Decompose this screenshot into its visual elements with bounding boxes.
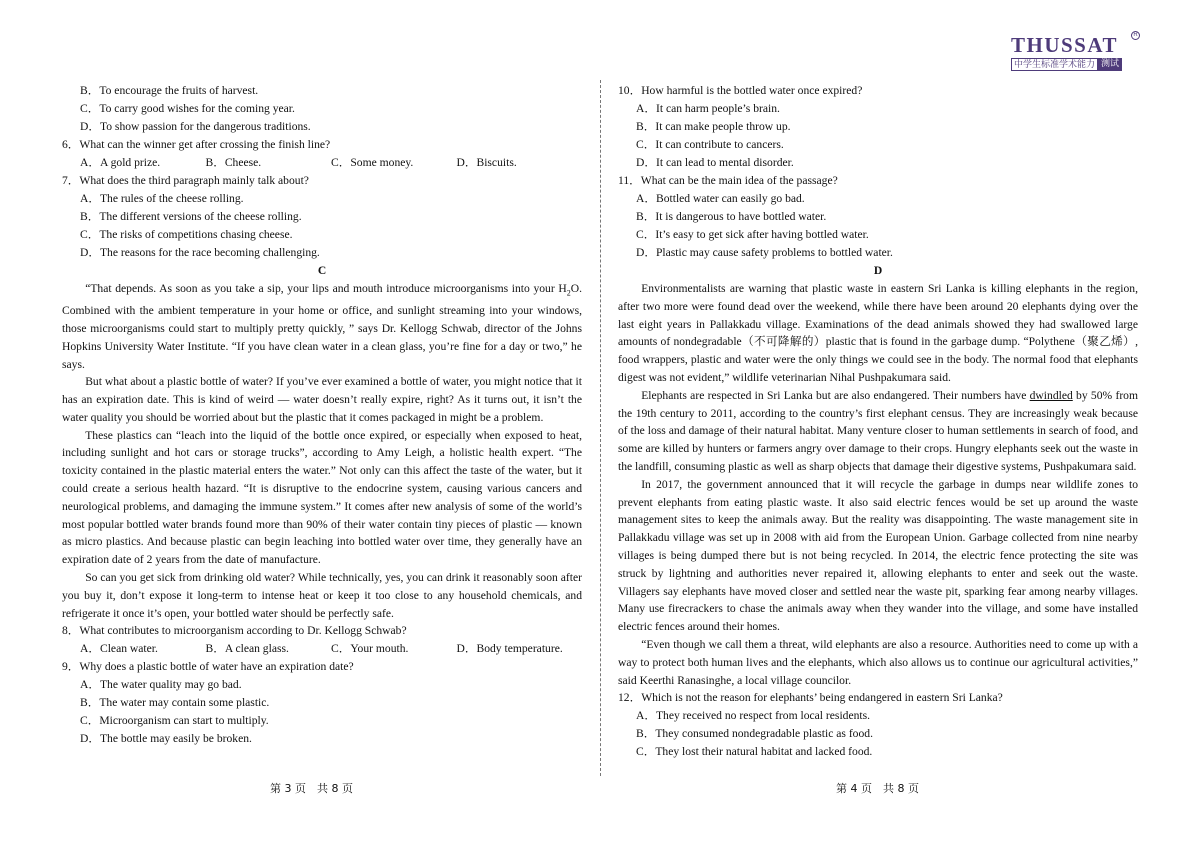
section-d-heading: D — [873, 264, 883, 277]
q5-option-d: D．To show passion for the dangerous traditions. — [80, 120, 311, 133]
q5-option-b: B．To encourage the fruits of harvest. — [80, 84, 259, 97]
passage-d-paragraph-1: Environmentalists are warning that plastic waste in eastern Sri Lanka is killing elephants in the region, after two more were found dead over the weekend, while there have been around 20 elephants dying over the last eight years in Pallakkadu village. Examinations of the dead animals showed they had swallowed large amounts of nondegradable（不可降解的）plastic that is found in the garbage dump. “Polythene（聚乙烯）, food wrappers, plastic and water were the only things we could see in the body. The normal food that elephants digest was not evident,” wildlife veterinarian Nihal Pushpakumara said. — [618, 282, 1138, 384]
question-12: 12．Which is not the reason for elephants’ being endangered in eastern Sri Lanka? — [618, 691, 1003, 705]
h2o-subscript: 2 — [566, 288, 571, 298]
q7-option-b: B．The different versions of the cheese rolling. — [80, 210, 302, 223]
q6-options — [62, 154, 582, 172]
q11-option-d: D．Plastic may cause safety problems to bottled water. — [636, 246, 893, 259]
left-column — [62, 82, 582, 748]
q11-option-a: A．Bottled water can easily go bad. — [636, 192, 805, 205]
column-divider — [600, 80, 601, 776]
passage-d-p2-part-a: Elephants are respected in Sri Lanka but are also endangered. Their numbers have — [641, 388, 1030, 402]
passage-d-paragraph-3: In 2017, the government announced that it will recycle the garbage in dumps near wildlife zones to prevent elephants from eating plastic waste. It also said electric fences would be set up around the waste management sites to keep the animals away. But the reality was disappointing. The waste management site in Pallakkadu village was set up in 2008 with aid from the European Union. Garbage collected from nine nearby villages is being dumped there but is not being recycled. In 2014, the electric fence protecting the site was struck by lightning and authorities never repaired it, allowing elephants to enter and seek out the waste. Villagers say elephants have moved closer and settled near the waste pit, sparking fear among nearby villages. Many use firecrackers to chase the animals away when they wander into the village, and some have installed electric fences around their homes. — [618, 477, 1138, 634]
q12-option-a: A．They received no respect from local residents. — [636, 709, 871, 723]
passage-c-paragraph-3: These plastics can “leach into the liquid of the bottle once expired, or especially when exposed to heat, including sunlight and hot cars or storage trucks”, according to Amy Leigh, a holistic health expert. “The toxicity contained in the plastic material enters the water.” Not only can this affect the taste of the water, but it could create a serious health hazard. “It is disruptive to the endocrine system, causing various cancers and neurological problems, and damaging the immune system.” It comes after new analysis of some of the world’s most popular bottled water brands found more than 90% of their water contain tiny pieces of plastic — known as micro plastics. And because plastic can begin leaching into bottled water over time, they generally have an expiration date of 2 years from the date of manufacture. — [62, 428, 582, 567]
passage-c-p1-part-b: O. Combined with the ambient temperature in your home or office, and sunlight streaming into your windows, those microorganisms could start to multiply pretty quickly, ” says Dr. Kellogg Schwab, director of the Johns Hopkins University Water Institute. “If you have clean water in a clean glass, you’re fine for a day or two,” he says. — [62, 282, 582, 371]
passage-d-paragraph-4: “Even though we call them a threat, wild elephants are also a resource. Authorities need to come up with a way to protect both human lives and the elephants, which also allows us to continue our agricultural activities,” said Keerthi Ranasinghe, a local village councilor. — [618, 637, 1138, 687]
q9-option-b: B．The water may contain some plastic. — [80, 696, 270, 710]
registered-icon: R — [1131, 31, 1140, 40]
thussat-logo — [1011, 32, 1138, 71]
page-number-right: 第 4 页 共 8 页 — [836, 782, 919, 795]
logo-tagline-text: 中学生标准学术能力 — [1011, 58, 1098, 71]
passage-c-paragraph-1 — [62, 280, 582, 373]
question-6: 6．What can the winner get after crossing the finish line? — [62, 138, 331, 151]
question-11: 11．What can be the main idea of the passage? — [618, 174, 838, 187]
q5-option-c: C．To carry good wishes for the coming year. — [80, 102, 295, 115]
question-10: 10．How harmful is the bottled water once expired? — [618, 84, 863, 97]
q9-option-a: A．The water quality may go bad. — [80, 678, 242, 692]
q7-option-d: D．The reasons for the race becoming challenging. — [80, 246, 320, 259]
q8-option-a: A．Clean water. — [80, 642, 158, 656]
q10-option-b: B．It can make people throw up. — [636, 120, 791, 133]
passage-c-p1-part-a: “That depends. As soon as you take a sip, your lips and mouth introduce microorganisms into your H — [85, 282, 567, 295]
question-8: 8．What contributes to microorganism according to Dr. Kellogg Schwab? — [62, 624, 407, 638]
passage-c-paragraph-4: So can you get sick from drinking old water? While technically, yes, you can drink it reasonably soon after you buy it, don’t expose it long-term to intense heat or keep it too close to any household chemicals, and refrigerate it once it’s open, your bottled water should be perfectly safe. — [62, 571, 582, 620]
section-c-heading: C — [317, 264, 327, 277]
q8-option-d: D．Body temperature. — [456, 642, 563, 656]
logo-tagline — [1011, 58, 1135, 71]
question-7: 7．What does the third paragraph mainly talk about? — [62, 174, 309, 187]
q8-options — [62, 640, 582, 658]
q8-option-b: B．A clean glass. — [205, 642, 289, 656]
q6-option-d: D．Biscuits. — [456, 156, 517, 169]
q12-option-b: B．They consumed nondegradable plastic as food. — [636, 727, 873, 741]
page-number-left: 第 3 页 共 8 页 — [270, 782, 353, 795]
q8-option-c: C．Your mouth. — [331, 642, 409, 656]
q10-option-c: C．It can contribute to cancers. — [636, 138, 784, 151]
q9-option-d: D．The bottle may easily be broken. — [80, 732, 252, 746]
passage-c-paragraph-2: But what about a plastic bottle of water? If you’ve ever examined a bottle of water, you might notice that it has an expiration date. This is kind of weird — water doesn’t really expire, right? As it turns out, it isn’t the water quality you should be worried about but the plastic that it comes packaged in might be a problem. — [62, 375, 582, 424]
passage-d-p2-part-b: by 50% from the 19th century to 2011, according to the country’s first elephant census. They are increasingly weak because of the loss and damage of their natural habitat. Many venture closer to human settlements in search of food, and some are killed by hunters or farmers angry over damage to their crops. Hungry elephants seek out the waste in the landfill, consuming plastic as well as sharp objects that damage their digestive systems, Pushpakumara said. — [618, 388, 1138, 473]
right-column — [618, 82, 1138, 761]
q10-option-a: A．It can harm people’s brain. — [636, 102, 780, 115]
q11-option-b: B．It is dangerous to have bottled water. — [636, 210, 827, 223]
q6-option-b: B．Cheese. — [205, 156, 262, 169]
q6-option-c: C．Some money. — [331, 156, 414, 169]
q6-option-a: A．A gold prize. — [80, 156, 161, 169]
q10-option-d: D．It can lead to mental disorder. — [636, 156, 794, 169]
logo-wordmark: THUSSAT — [1011, 33, 1118, 57]
question-9: 9．Why does a plastic bottle of water have an expiration date? — [62, 660, 354, 674]
q7-option-a: A．The rules of the cheese rolling. — [80, 192, 244, 205]
q11-option-c: C．It’s easy to get sick after having bottled water. — [636, 228, 869, 241]
underlined-word-dwindled: dwindled — [1029, 388, 1073, 402]
q9-option-c: C．Microorganism can start to multiply. — [80, 714, 269, 728]
logo-tagline-highlight: 测试 — [1098, 58, 1122, 71]
q7-option-c: C．The risks of competitions chasing cheese. — [80, 228, 293, 241]
passage-d-paragraph-2 — [618, 387, 1138, 476]
q12-option-c: C．They lost their natural habitat and lacked food. — [636, 745, 873, 759]
